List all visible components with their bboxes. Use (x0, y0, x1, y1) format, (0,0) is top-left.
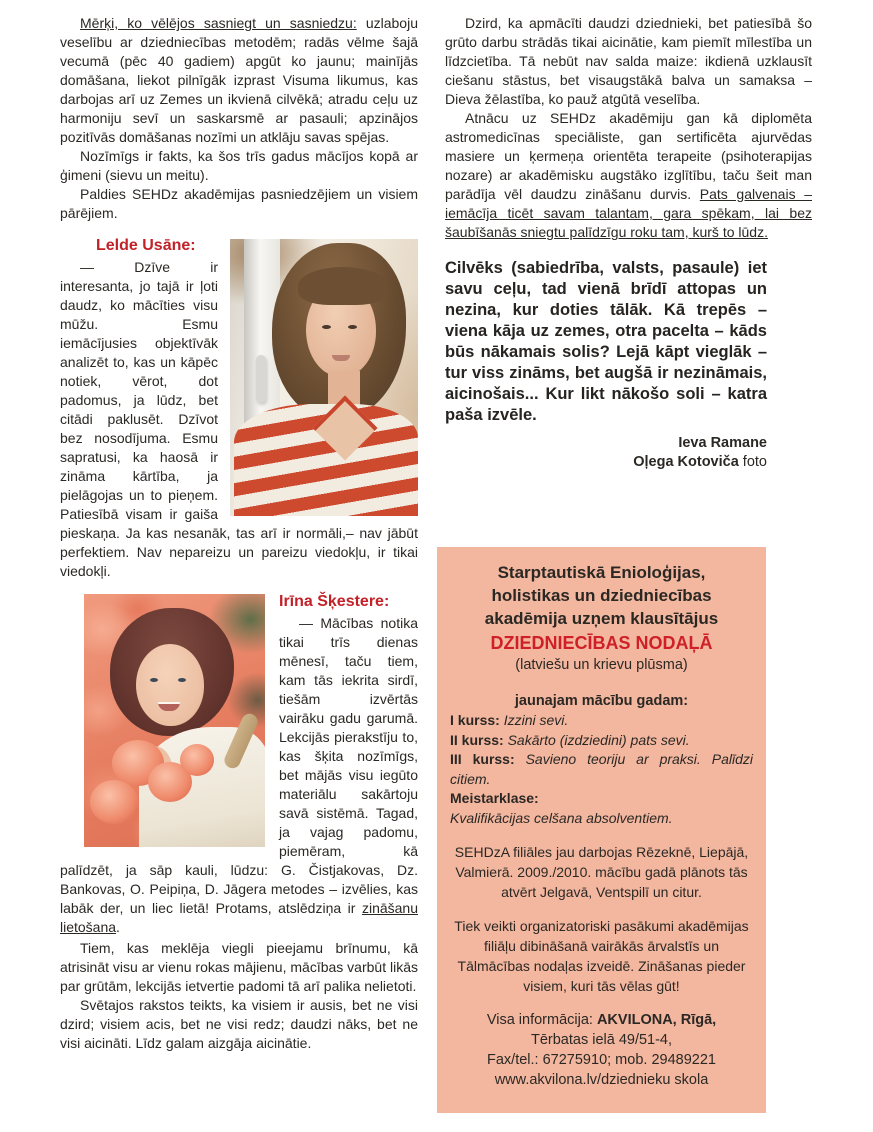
photographer-name: Oļega Kotoviča (633, 454, 739, 470)
ad-org-paragraph: Tiek veikti organizatoriski pasākumi akadēmijas filiāļu dibināšanā vairākās ārvalstīs un Tālmācības nodaļas izveidē. Zināšanas pieder visiem, kuri tās vēlas gūt! (454, 918, 749, 994)
miracle-paragraph: Tiem, kas meklēja viegli pieejamu brīnumu, kā atrisināt visu ar vienu rokas mājienu, mācības varbūt likās par grūtām, lekcijās ietvertie padomi tā arī palika nelietoti. (60, 940, 418, 994)
ad-title (450, 561, 753, 630)
azalea-flower (180, 744, 214, 776)
talent-underlined-sentence: Pats galvenais – iemācīja ticēt savam talantam, gara spēkam, lai bez šaubīšanās sniegtu palīdzīgu roku tam, kurš to lūdz. (445, 186, 812, 240)
course-1-text: Izzini sevi. (499, 712, 569, 728)
byline (445, 434, 767, 472)
info-website: www.akvilona.lv/dziednieku skola (494, 1072, 709, 1088)
course-2-text: Sakārto (izdziedini) pats sevi. (503, 731, 690, 748)
photo-credit-word: foto (738, 454, 767, 470)
info-phone: Fax/tel.: 67275910; mob. 29489221 (487, 1052, 716, 1068)
window-handle (256, 355, 266, 403)
family-paragraph: Nozīmīgs ir fakts, ka šos trīs gadus mācījos kopā ar ģimeni (sievu un meitu). (60, 148, 418, 183)
irina-face (136, 644, 204, 726)
course-1-label: I kurss: (450, 712, 500, 728)
lelde-right-eye (348, 325, 357, 329)
academy-text: Atnācu uz SEHDz akadēmiju gan kā diplomēta astromedicīnas speciāliste, gan sertificēta ajurvēdas masiere un ķermeņa orientēta terapeite (psihoterapijas nozare) ar akadēmisku augstāko izglītību, taču šeit man parādīja vēl daudzu zināšanu durvis. (445, 110, 812, 202)
masterclass-item (450, 789, 753, 828)
azalea-flower (90, 780, 138, 824)
course-3-text: Savieno teoriju ar praksi. Palīdzi citiem. (450, 751, 753, 787)
ad-title-line2: holistikas un dziedniecības (491, 586, 712, 605)
course-2-label: II kurss: (450, 731, 504, 748)
course-3-label: III kurss: (450, 751, 515, 767)
healers-paragraph: Dzird, ka apmācīti daudzi dziednieki, bet patiesībā šo grūto darbu strādās tikai aicinātie, kam piemīt mīlestība un līdzcietība. Tā nebūt nav salda maize: ikdienā uzklausīt ciešanu stāstus, bet visaugstākā balva un samaksa – Dieva žēlastība, ko pauž atgūtā veselība. (445, 15, 812, 107)
irina-heading: Irīna Šķestere: (279, 593, 390, 610)
photo-irina-skestere (84, 594, 265, 847)
ad-course-list (450, 711, 753, 828)
course-item (450, 731, 753, 751)
irina-quote-end: . (116, 919, 120, 935)
lelde-heading: Lelde Usāne: (96, 237, 196, 254)
intro-paragraph (60, 14, 418, 147)
info-address: Tērbatas ielā 49/51-4, (530, 1032, 673, 1048)
masterclass-text: Kvalifikācijas celšana absolventiem. (450, 809, 673, 826)
ad-title-line1: Starptautiskā Enioloģijas, (497, 563, 706, 582)
lelde-section (60, 237, 418, 581)
lelde-bangs (298, 267, 388, 305)
author-name: Ieva Ramane (678, 435, 767, 451)
info-label: Visa informācija: (486, 1012, 597, 1028)
left-column (60, 14, 418, 1053)
lelde-quote-paragraph: — Dzīve ir interesanta, jo tajā ir ļoti daudz, ko mācīties visu mūžu. Esmu iemācījusies objektīvāk analizēt to, kas un kāpēc notiek, vērot, dot padomus, ja lūdz, bet citādi paklusēt. Dzīvot bez nosodījuma. Esmu sapratusi, ka haosā ir zināma kārtība, ja pielāgojas un to pieņem. Patiesībā visam ir gaiša pieskaņa. Ja kas nesanāk, tas arī ir normāli,– nav jābūt perfektiem. Nav nepareizu un pareizu viedokļu, ir tikai viedokļi. (60, 259, 418, 579)
academy-ad-box (437, 547, 766, 1113)
irina-section (60, 591, 418, 937)
irina-left-eye (150, 678, 158, 682)
goals-lead-underlined: Mērķi, ko vēlējos sasniegt un sasniedzu: (80, 15, 357, 31)
scripture-paragraph: Svētajos rakstos teikts, ka visiem ir ausis, bet ne visi dzird; visiem acis, bet ne visi redz; daudzi nāks, bet ne visi aicināti. Līdz galam aizgāja aicinātie. (60, 997, 418, 1051)
thanks-paragraph: Paldies SEHDz akadēmijas pasniedzējiem un visiem pārējiem. (60, 186, 418, 221)
irina-quote-start: — Mācības notika tikai trīs dienas mēnesī, taču tiem, kam tās iekrita sirdī, tiešām izvērtās vairāku gadu garumā. Lekcijās pierakstīju to, kas šķita nozīmīgs, bet mājās visu iegūto materiālu sakārtoju savā sistēmā. Tagad, ja vajag padomu, piemēram, kā palīdzēt, ja sāp kauli, lūdzu: G. Čistjakovas, Dz. Bankovas, O. Peipiņa, D. Jāgera metodes – izvēlies, kas labāk der, un liec lietā! Protams, atslēdziņa ir (60, 615, 418, 916)
pull-quote: Cilvēks (sabiedrība, valsts, pasaule) iet savu ceļu, tad vienā brīdī attopas un nezina, kur doties tālāk. Kā trepēs – viena kāja uz zemes, otra pacelta – kāds būs nākamais solis? Lejā kāpt vieglāk – tur viss zināms, bet augšā ir nezināmais, aicinošais... Kur likt nākošo soli – katra paša izvēle. (445, 259, 767, 424)
academy-paragraph (445, 109, 812, 242)
lelde-left-eye (322, 325, 331, 329)
irina-right-eye (178, 678, 186, 682)
right-column (445, 14, 812, 472)
ad-branches-paragraph: SEHDzA filiāles jau darbojas Rēzeknē, Liepājā, Valmierā. 2009./2010. mācību gadā plānots tās atvērt Jelgavā, Ventspilī un citur. (454, 844, 749, 900)
irina-underlined-phrase: zināšanu lietošana (60, 900, 418, 935)
info-company: AKVILONA, Rīgā, (596, 1012, 717, 1028)
photo-lelde-usane (230, 239, 418, 516)
photo-credit (445, 453, 767, 472)
goals-rest: uzlaboju veselību ar dziedniecības metodēm; radās vēlme šajā vecumā (pēc 40 gadiem) apgūt ko jaunu; mainījās domāšana, liekot pilnīgāk izprast Visuma likumus, kas darbojas arī uz Zemes un ikvienā cilvēkā; atradu ceļu uz harmoniju sevī un saskarsmē ar pasauli; apzinājos pozitīvās domāšanas nozīmi un atklāju savas spējas. (60, 15, 418, 145)
ad-department: DZIEDNIECĪBAS NODAĻĀ (490, 633, 713, 653)
ad-year-heading: jaunajam mācību gadam: (514, 693, 689, 709)
ad-language-note: (latviešu un krievu plūsma) (515, 657, 688, 673)
masterclass-label: Meistarklase: (450, 790, 539, 806)
course-item (450, 750, 753, 789)
ad-title-line3: akadēmija uzņem klausītājus (484, 609, 719, 628)
course-item (450, 711, 753, 731)
ad-contact-block (450, 1010, 753, 1090)
